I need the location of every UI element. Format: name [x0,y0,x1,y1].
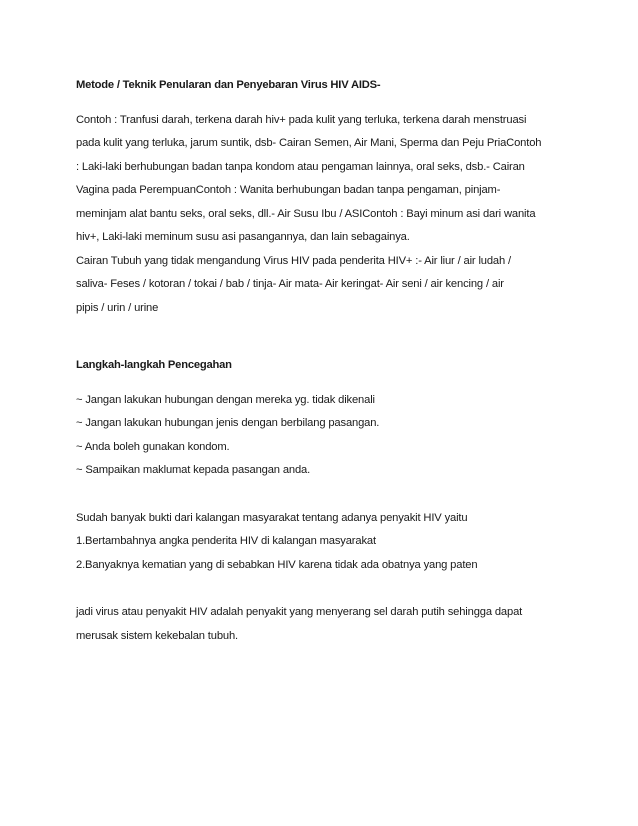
section-heading-transmission: Metode / Teknik Penularan dan Penyebaran Virus HIV AIDS- [76,79,381,91]
paragraph-line: : Laki-laki berhubungan badan tanpa kondom atau pengaman lainnya, oral seks, dsb.- Cairan [76,160,525,173]
list-item: ~ Jangan lakukan hubungan jenis dengan berbilang pasangan. [76,417,380,429]
section-heading-prevention: Langkah-langkah Pencegahan [76,359,232,371]
paragraph-line: Sudah banyak bukti dari kalangan masyarakat tentang adanya penyakit HIV yaitu [76,511,468,524]
paragraph-line: hiv+, Laki-laki meminum susu asi pasangannya, dan lain sebagainya. [76,231,410,243]
list-item: 1.Bertambahnya angka penderita HIV di kalangan masyarakat [76,535,376,547]
paragraph-line: pipis / urin / urine [76,301,159,314]
spacer [76,577,578,601]
paragraph-line: meminjam alat bantu seks, oral seks, dll.- Air Susu Ibu / ASIContoh : Bayi minum asi dari wanita [76,207,536,220]
spacer [76,378,578,389]
paragraph-line: merusak sistem kekebalan tubuh. [76,629,239,642]
list-item: 2.Banyaknya kematian yang di sebabkan HIV karena tidak ada obatnya yang paten [76,558,478,571]
spacer [76,320,578,354]
spacer [76,483,578,507]
paragraph-line: Vagina pada PerempuanContoh : Wanita berhubungan badan tanpa pengaman, pinjam- [76,184,501,196]
list-item: ~ Anda boleh gunakan kondom. [76,440,230,453]
spacer [76,98,578,109]
list-item: ~ Jangan lakukan hubungan dengan mereka yg. tidak dikenali [76,393,375,406]
paragraph-line: Cairan Tubuh yang tidak mengandung Virus HIV pada penderita HIV+ :- Air liur / air ludah / [76,254,511,267]
paragraph-line: pada kulit yang terluka, jarum suntik, dsb- Cairan Semen, Air Mani, Sperma dan Peju PriaContoh [76,137,542,149]
paragraph-line: Contoh : Tranfusi darah, terkena darah hiv+ pada kulit yang terluka, terkena darah menstruasi [76,113,527,126]
paragraph-line: saliva- Feses / kotoran / tokai / bab / tinja- Air mata- Air keringat- Air seni / air kencing / air [76,278,504,290]
list-item: ~ Sampaikan maklumat kepada pasangan anda. [76,464,311,476]
paragraph-line: jadi virus atau penyakit HIV adalah penyakit yang menyerang sel darah putih sehingga dapat [76,606,523,618]
